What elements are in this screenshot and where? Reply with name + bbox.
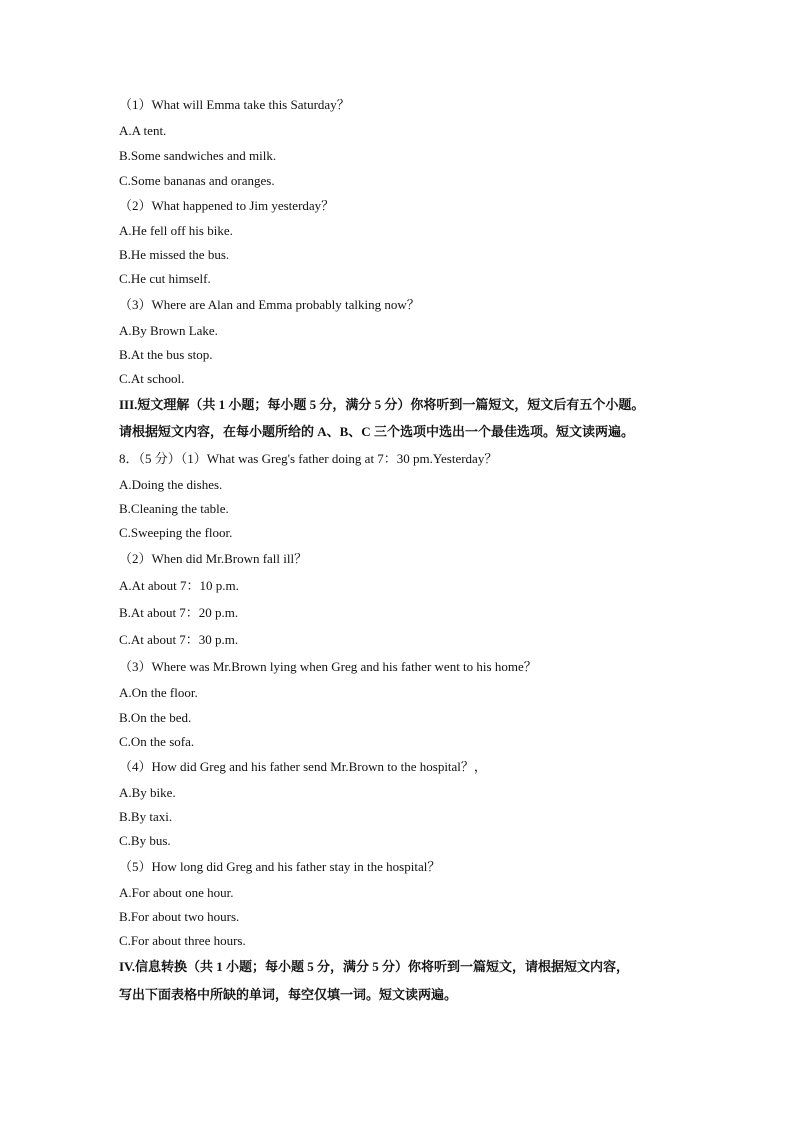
- option-1-1-c: C.Some bananas and oranges.: [119, 173, 275, 188]
- option-1-3-b: B.At the bus stop.: [119, 347, 213, 362]
- option-8-4-b: B.By taxi.: [119, 809, 173, 824]
- question-8-1: 8．（5 分）（1）What was Greg's father doing at 7：30 pm.Yesterday？: [119, 451, 498, 466]
- option-8-1-b: B.Cleaning the table.: [119, 501, 229, 516]
- option-8-1-a: A.Doing the dishes.: [119, 477, 223, 492]
- section-4-heading-line-2: 写出下面表格中所缺的单词，每空仅填一词。短文读两遍。: [119, 987, 458, 1002]
- option-1-3-a: A.By Brown Lake.: [119, 323, 218, 338]
- question-1-1: （1）What will Emma take this Saturday？: [119, 97, 350, 112]
- option-8-4-c: C.By bus.: [119, 833, 171, 848]
- question-8-5: （5）How long did Greg and his father stay in the hospital？: [119, 859, 441, 874]
- option-8-5-b: B.For about two hours.: [119, 909, 240, 924]
- option-8-2-a: A.At about 7：10 p.m.: [119, 578, 239, 593]
- option-8-2-b: B.At about 7：20 p.m.: [119, 605, 239, 620]
- section-3-heading-line-1: III.短文理解（共 1 小题；每小题 5 分，满分 5 分）你将听到一篇短文，短文后有五个小题。: [119, 397, 645, 412]
- section-4-heading-line-1: IV.信息转换（共 1 小题；每小题 5 分，满分 5 分）你将听到一篇短文，请根据短文内容，: [119, 959, 630, 974]
- option-1-2-a: A.He fell off his bike.: [119, 223, 233, 238]
- option-1-3-c: C.At school.: [119, 371, 185, 386]
- question-8-4: （4）How did Greg and his father send Mr.Brown to the hospital？，: [119, 759, 487, 774]
- option-8-3-a: A.On the floor.: [119, 685, 198, 700]
- option-8-5-c: C.For about three hours.: [119, 933, 246, 948]
- option-8-1-c: C.Sweeping the floor.: [119, 525, 233, 540]
- option-1-1-b: B.Some sandwiches and milk.: [119, 148, 277, 163]
- option-1-1-a: A.A tent.: [119, 123, 167, 138]
- option-8-3-b: B.On the bed.: [119, 710, 192, 725]
- option-8-4-a: A.By bike.: [119, 785, 176, 800]
- option-1-2-c: C.He cut himself.: [119, 271, 211, 286]
- question-1-3: （3）Where are Alan and Emma probably talking now？: [119, 297, 420, 312]
- option-8-3-c: C.On the sofa.: [119, 734, 195, 749]
- question-8-3: （3）Where was Mr.Brown lying when Greg and his father went to his home？: [119, 659, 537, 674]
- option-8-2-c: C.At about 7：30 p.m.: [119, 632, 239, 647]
- question-1-2: （2）What happened to Jim yesterday？: [119, 198, 335, 213]
- option-1-2-b: B.He missed the bus.: [119, 247, 230, 262]
- option-8-5-a: A.For about one hour.: [119, 885, 234, 900]
- question-8-2: （2）When did Mr.Brown fall ill？: [119, 551, 308, 566]
- section-3-heading-line-2: 请根据短文内容，在每小题所给的 A、B、C 三个选项中选出一个最佳选项。短文读两遍。: [119, 424, 634, 439]
